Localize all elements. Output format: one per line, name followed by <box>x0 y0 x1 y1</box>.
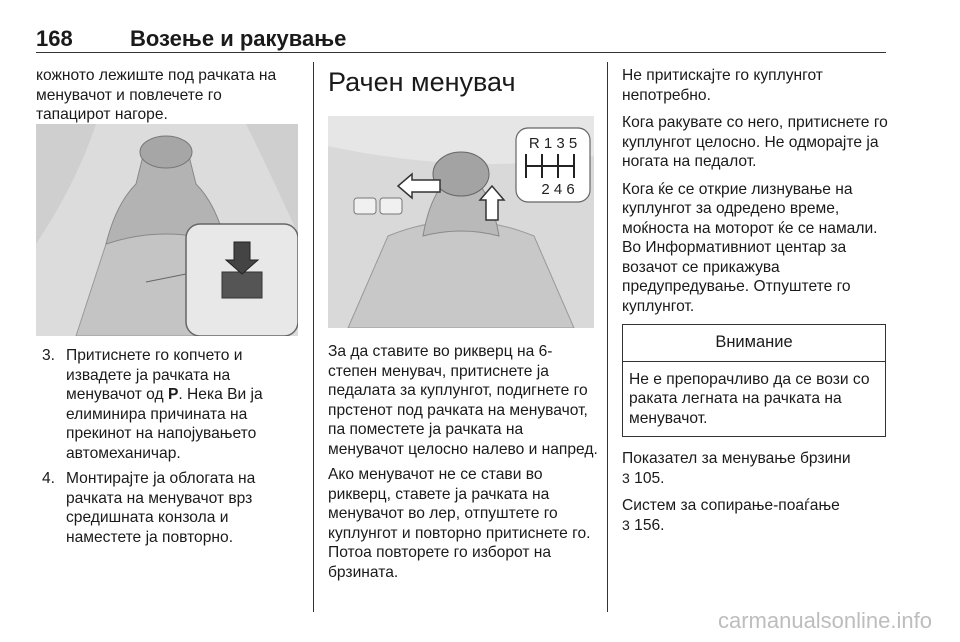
clutch-note-2: Кога ракувате со него, притиснете го куплунгот целосно. Не одморајте ја ногата на педалот. <box>622 114 888 170</box>
step-number: 3. <box>42 347 56 364</box>
column-1 <box>36 66 298 129</box>
intro-text: кожното лежиште под рачката на менувачот и повлечете го тапацирот нагоре. <box>36 67 277 123</box>
page-reference-icon: 3 <box>622 469 630 486</box>
gear-pattern-top: R 1 3 5 <box>528 135 578 152</box>
header-rule <box>36 52 886 53</box>
reference-text: Систем за сопирање-поаѓање <box>622 497 840 514</box>
column-divider-2 <box>607 62 608 612</box>
manual-gearbox-illustration <box>328 116 594 328</box>
steps-list <box>36 346 298 553</box>
section-heading: Рачен менувач <box>328 67 516 97</box>
reference-link[interactable] <box>622 449 888 488</box>
column-2-text <box>328 342 598 588</box>
watermark: carmanualsonline.info <box>717 608 932 633</box>
gear-pattern-bottom: 2 4 6 <box>541 181 575 198</box>
reverse-instructions: За да ставите во рикверц на 6-степен менувач, притиснете ја педалата за куплунгот, подигнете го прстенот под рачката на менувачот, па поместете ја рачката на менувачот целосно налево и напред. <box>328 343 598 458</box>
clutch-note-3: Кога ќе се открие лизнување на куплунгот за одредено време, моќноста на моторот ќе се намали. Во Информативниот центар за возачот се прикажува предупредување. Отпуштете го куплунгот. <box>622 180 878 315</box>
reference-text: Показател за менување брзини <box>622 450 851 467</box>
reference-link[interactable] <box>622 496 888 535</box>
page-reference-icon: 3 <box>622 516 630 533</box>
reverse-fallback: Ако менувачот не се стави во рикверц, ставете ја рачката на менувачот во лер, отпуштете го куплунгот и повторно притиснете го. Потоа повторете го изборот на брзината. <box>328 466 591 581</box>
step-text: Монтирајте ја облогата на рачката на менувачот врз средишната конзола и наместете ја повторно. <box>66 470 256 546</box>
reference-page: 105. <box>634 469 665 487</box>
list-item <box>36 346 298 463</box>
page-header <box>36 24 886 54</box>
section-title: Возење и ракување <box>130 26 347 51</box>
warning-box <box>622 324 886 437</box>
step-bold: P <box>167 386 179 403</box>
column-2 <box>328 66 594 98</box>
reference-page: 156. <box>634 516 665 534</box>
page-number: 168 <box>36 26 73 51</box>
step-number: 4. <box>42 470 56 487</box>
gear-boot-removal-illustration <box>36 124 298 336</box>
step-text: Притиснете го копчето и извадете ја рачката на менувачот од <box>66 347 243 403</box>
list-item <box>36 469 298 547</box>
step-text-end: . Нека Ви ја елиминира причината на прекинот на напојувањето автомеханичар. <box>66 386 263 462</box>
clutch-note-1: Не притискајте го куплунгот непотребно. <box>622 67 823 104</box>
warning-title: Внимание <box>623 325 885 362</box>
column-divider-1 <box>313 62 314 612</box>
column-3 <box>622 66 888 543</box>
warning-text: Не е препорачливо да се вози со раката легната на рачката на менувачот. <box>629 370 870 427</box>
